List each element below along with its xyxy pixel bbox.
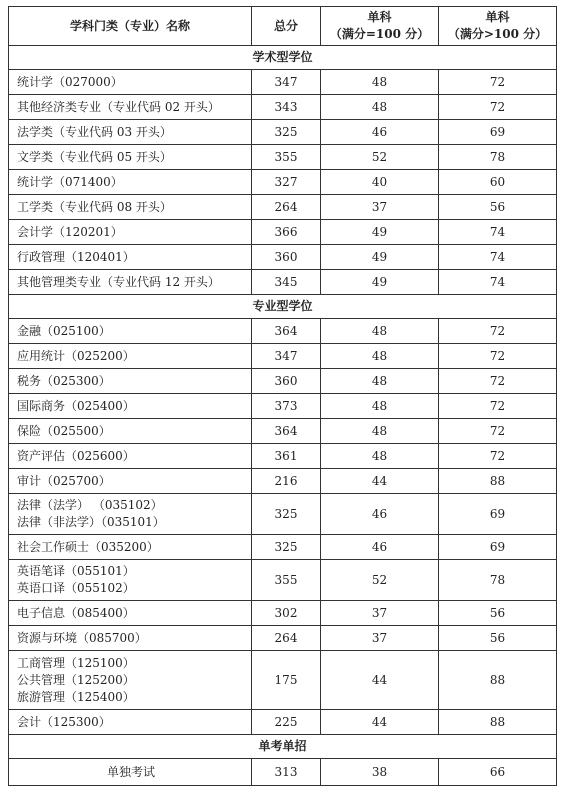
- table-row: [9, 195, 557, 220]
- program-name-line: 单独考试: [106, 764, 155, 779]
- program-name-cell: [9, 220, 252, 245]
- single-100-score-cell: 48: [321, 394, 439, 419]
- single-over-100-score-cell: 78: [439, 145, 557, 170]
- single-100-score-cell: 40: [321, 170, 439, 195]
- program-name-line: 英语笔译（055101）: [17, 564, 135, 578]
- single-over-100-score-cell: 69: [439, 120, 557, 145]
- program-name-cell: [9, 535, 252, 560]
- single-100-score-cell: 48: [321, 369, 439, 394]
- total-score-cell: 313: [252, 759, 321, 786]
- single-100-score-cell: 52: [321, 560, 439, 601]
- single-100-score-cell: 38: [321, 759, 439, 786]
- program-name-cell: [9, 70, 252, 95]
- program-name-line: 法学类（专业代码 03 开头）: [17, 124, 172, 139]
- score-table-container: [8, 6, 556, 786]
- single-over-100-score-cell: 72: [439, 95, 557, 120]
- header-single-100-line2: （满分=100 分）: [329, 27, 430, 41]
- table-body: [9, 46, 557, 786]
- single-over-100-score-cell: 88: [439, 469, 557, 494]
- single-over-100-score-cell: 88: [439, 651, 557, 710]
- program-name-line: 电子信息（085400）: [17, 605, 135, 620]
- program-name-line: 税务（025300）: [17, 373, 111, 388]
- single-over-100-score-cell: 72: [439, 319, 557, 344]
- table-row: [9, 319, 557, 344]
- total-score-cell: 264: [252, 195, 321, 220]
- single-over-100-score-cell: 72: [439, 394, 557, 419]
- table-row: [9, 394, 557, 419]
- single-100-score-cell: 44: [321, 469, 439, 494]
- total-score-cell: 360: [252, 245, 321, 270]
- table-row: [9, 419, 557, 444]
- single-100-score-cell: 37: [321, 626, 439, 651]
- table-row: [9, 369, 557, 394]
- table-row: [9, 710, 557, 735]
- single-over-100-score-cell: 72: [439, 419, 557, 444]
- single-100-score-cell: 48: [321, 344, 439, 369]
- header-name: 学科门类（专业）名称: [9, 7, 252, 46]
- single-over-100-score-cell: 56: [439, 626, 557, 651]
- total-score-cell: 325: [252, 494, 321, 535]
- table-row: [9, 220, 557, 245]
- header-total: 总分: [252, 7, 321, 46]
- total-score-cell: 373: [252, 394, 321, 419]
- table-row: [9, 95, 557, 120]
- program-name-cell: [9, 319, 252, 344]
- program-name-cell: [9, 344, 252, 369]
- single-over-100-score-cell: 88: [439, 710, 557, 735]
- program-name-line: 会计学（120201）: [17, 224, 123, 239]
- single-100-score-cell: 49: [321, 270, 439, 295]
- program-name-line: 统计学（071400）: [17, 174, 123, 189]
- section-row: [9, 735, 557, 759]
- single-100-score-cell: 48: [321, 319, 439, 344]
- single-over-100-score-cell: 56: [439, 195, 557, 220]
- program-name-line: 国际商务（025400）: [17, 398, 135, 413]
- total-score-cell: 355: [252, 145, 321, 170]
- table-row: [9, 469, 557, 494]
- program-name-cell: [9, 95, 252, 120]
- program-name-cell: [9, 560, 252, 601]
- program-name-line: 旅游管理（125400）: [17, 689, 135, 704]
- table-row: [9, 170, 557, 195]
- single-over-100-score-cell: 69: [439, 535, 557, 560]
- program-name-line: 统计学（027000）: [17, 74, 123, 89]
- program-name-cell: [9, 394, 252, 419]
- total-score-cell: 327: [252, 170, 321, 195]
- program-name-cell: [9, 626, 252, 651]
- single-100-score-cell: 48: [321, 95, 439, 120]
- header-row: [9, 7, 557, 46]
- table-row: [9, 270, 557, 295]
- section-title: 专业型学位: [9, 295, 557, 319]
- header-single-100: [321, 7, 439, 46]
- total-score-cell: 216: [252, 469, 321, 494]
- header-single-over-100-line2: （满分>100 分）: [447, 27, 548, 41]
- table-row: [9, 759, 557, 786]
- program-name-line: 文学类（专业代码 05 开头）: [17, 149, 172, 164]
- single-100-score-cell: 52: [321, 145, 439, 170]
- total-score-cell: 355: [252, 560, 321, 601]
- section-title: 单考单招: [9, 735, 557, 759]
- section-row: [9, 46, 557, 70]
- single-100-score-cell: 44: [321, 651, 439, 710]
- single-100-score-cell: 48: [321, 70, 439, 95]
- total-score-cell: 360: [252, 369, 321, 394]
- table-row: [9, 145, 557, 170]
- single-over-100-score-cell: 69: [439, 494, 557, 535]
- single-100-score-cell: 37: [321, 195, 439, 220]
- header-single-over-100: [439, 7, 557, 46]
- table-row: [9, 560, 557, 601]
- program-name-cell: [9, 120, 252, 145]
- single-100-score-cell: 46: [321, 494, 439, 535]
- total-score-cell: 361: [252, 444, 321, 469]
- score-table: [8, 6, 557, 786]
- single-over-100-score-cell: 72: [439, 344, 557, 369]
- program-name-line: 公共管理（125200）: [17, 672, 135, 687]
- program-name-cell: [9, 759, 252, 786]
- table-row: [9, 494, 557, 535]
- table-row: [9, 601, 557, 626]
- total-score-cell: 302: [252, 601, 321, 626]
- program-name-line: 其他经济类专业（专业代码 02 开头）: [17, 99, 220, 114]
- total-score-cell: 325: [252, 535, 321, 560]
- total-score-cell: 343: [252, 95, 321, 120]
- header-single-over-100-line1: 单科: [485, 10, 510, 24]
- single-100-score-cell: 49: [321, 245, 439, 270]
- single-over-100-score-cell: 74: [439, 245, 557, 270]
- program-name-line: 其他管理类专业（专业代码 12 开头）: [17, 274, 220, 289]
- total-score-cell: 325: [252, 120, 321, 145]
- total-score-cell: 366: [252, 220, 321, 245]
- single-100-score-cell: 48: [321, 444, 439, 469]
- single-100-score-cell: 46: [321, 535, 439, 560]
- section-title: 学术型学位: [9, 46, 557, 70]
- program-name-line: 行政管理（120401）: [17, 249, 135, 264]
- single-over-100-score-cell: 72: [439, 369, 557, 394]
- single-over-100-score-cell: 74: [439, 220, 557, 245]
- single-over-100-score-cell: 56: [439, 601, 557, 626]
- table-row: [9, 651, 557, 710]
- header-single-100-line1: 单科: [367, 10, 392, 24]
- single-over-100-score-cell: 74: [439, 270, 557, 295]
- program-name-line: 应用统计（025200）: [17, 348, 135, 363]
- single-100-score-cell: 49: [321, 220, 439, 245]
- table-row: [9, 70, 557, 95]
- section-row: [9, 295, 557, 319]
- table-row: [9, 535, 557, 560]
- single-over-100-score-cell: 72: [439, 444, 557, 469]
- total-score-cell: 364: [252, 419, 321, 444]
- table-row: [9, 344, 557, 369]
- program-name-line: 法律（非法学）（035101）: [17, 515, 165, 529]
- table-row: [9, 120, 557, 145]
- table-row: [9, 245, 557, 270]
- program-name-line: 工商管理（125100）: [17, 655, 135, 670]
- program-name-line: 工学类（专业代码 08 开头）: [17, 199, 172, 214]
- program-name-line: 英语口译（055102）: [17, 581, 135, 595]
- total-score-cell: 264: [252, 626, 321, 651]
- program-name-cell: [9, 651, 252, 710]
- program-name-cell: [9, 444, 252, 469]
- program-name-line: 资产评估（025600）: [17, 448, 135, 463]
- total-score-cell: 175: [252, 651, 321, 710]
- program-name-line: 社会工作硕士（035200）: [17, 539, 159, 554]
- program-name-line: 金融（025100）: [17, 323, 111, 338]
- program-name-cell: [9, 419, 252, 444]
- single-over-100-score-cell: 78: [439, 560, 557, 601]
- program-name-cell: [9, 369, 252, 394]
- program-name-cell: [9, 710, 252, 735]
- program-name-cell: [9, 601, 252, 626]
- program-name-cell: [9, 195, 252, 220]
- program-name-line: 资源与环境（085700）: [17, 630, 147, 645]
- total-score-cell: 347: [252, 344, 321, 369]
- table-row: [9, 444, 557, 469]
- program-name-line: 法律（法学） （035102）: [17, 498, 163, 512]
- program-name-cell: [9, 245, 252, 270]
- program-name-cell: [9, 494, 252, 535]
- single-over-100-score-cell: 60: [439, 170, 557, 195]
- total-score-cell: 345: [252, 270, 321, 295]
- total-score-cell: 364: [252, 319, 321, 344]
- program-name-cell: [9, 469, 252, 494]
- single-100-score-cell: 37: [321, 601, 439, 626]
- program-name-line: 保险（025500）: [17, 423, 111, 438]
- program-name-cell: [9, 270, 252, 295]
- table-row: [9, 626, 557, 651]
- single-100-score-cell: 44: [321, 710, 439, 735]
- program-name-line: 会计（125300）: [17, 714, 111, 729]
- single-100-score-cell: 46: [321, 120, 439, 145]
- table-header: [9, 7, 557, 46]
- program-name-cell: [9, 145, 252, 170]
- single-over-100-score-cell: 66: [439, 759, 557, 786]
- total-score-cell: 347: [252, 70, 321, 95]
- single-over-100-score-cell: 72: [439, 70, 557, 95]
- single-100-score-cell: 48: [321, 419, 439, 444]
- total-score-cell: 225: [252, 710, 321, 735]
- program-name-cell: [9, 170, 252, 195]
- program-name-line: 审计（025700）: [17, 473, 111, 488]
